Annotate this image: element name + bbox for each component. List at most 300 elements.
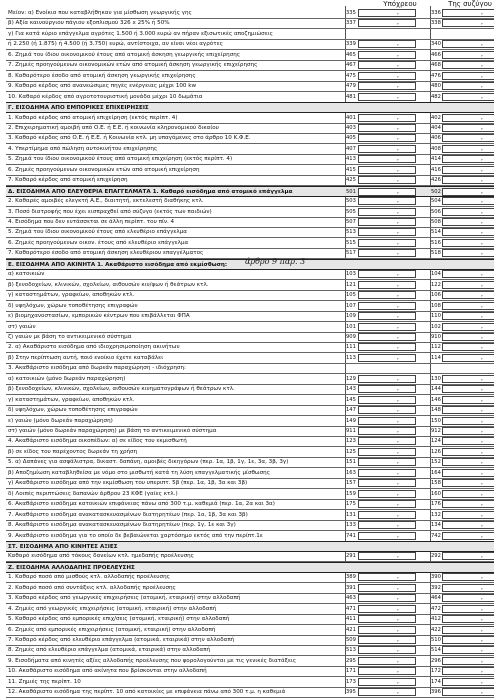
amount-input-taxpayer[interactable] (358, 511, 416, 519)
decimal-separator: , (481, 322, 483, 330)
amount-input-taxpayer[interactable] (358, 573, 416, 581)
amount-input-spouse[interactable] (442, 291, 494, 299)
decimal-separator: , (397, 123, 399, 131)
row-label: δ) υψηλόχων, χώρων τοποθέτησης επιγραφών (8, 302, 138, 309)
decimal-separator: , (397, 489, 399, 497)
field-code-taxpayer: 123 (346, 438, 356, 445)
amount-input-taxpayer[interactable] (358, 437, 416, 445)
decimal-separator: , (481, 353, 483, 361)
amount-input-spouse[interactable] (442, 626, 494, 634)
field-code-taxpayer: 337 (346, 20, 356, 27)
amount-input-taxpayer[interactable] (358, 281, 416, 289)
field-code-taxpayer: 507 (346, 219, 356, 225)
amount-input-spouse[interactable] (442, 458, 494, 466)
amount-input-taxpayer[interactable] (358, 385, 416, 393)
amount-input-spouse[interactable] (442, 437, 494, 445)
decimal-separator: , (481, 280, 483, 288)
field-code-taxpayer: 149 (346, 417, 356, 424)
field-code-taxpayer: 295 (346, 657, 356, 664)
decimal-separator: , (397, 468, 399, 476)
amount-input-taxpayer[interactable] (358, 396, 416, 404)
decimal-separator: , (481, 395, 483, 403)
amount-input-spouse[interactable] (442, 239, 494, 247)
amount-input-taxpayer[interactable] (358, 657, 416, 665)
decimal-separator: , (481, 187, 483, 195)
amount-input-taxpayer[interactable] (358, 19, 416, 27)
row-label: 9. Καθαρό κέρδος από ανανεώσιμες πηγές ενέργειας μέχρι 100 kw (8, 83, 197, 90)
field-code-spouse: 104 (431, 271, 441, 278)
handwritten-note: άρθρο 9 παρ. 3 (245, 257, 306, 266)
field-code-spouse: 406 (431, 135, 441, 142)
amount-input-taxpayer[interactable] (358, 239, 416, 247)
decimal-separator: , (481, 61, 483, 69)
row-label: 6. Ζημιές προηγούμενων οικον. έτους από ελευθέριο επάγγελμα (8, 239, 189, 246)
field-code-taxpayer: 175 (346, 501, 356, 508)
decimal-separator: , (481, 270, 483, 278)
decimal-separator: , (481, 197, 483, 205)
amount-input-taxpayer[interactable] (358, 218, 416, 226)
amount-input-taxpayer[interactable] (358, 343, 416, 351)
field-code-spouse: 102 (431, 323, 441, 330)
amount-input-taxpayer[interactable] (358, 500, 416, 508)
amount-input-spouse[interactable] (442, 145, 494, 153)
amount-input-taxpayer[interactable] (358, 291, 416, 299)
field-code-spouse: 158 (431, 480, 441, 487)
amount-input-taxpayer[interactable] (358, 40, 416, 48)
section-header-row (6, 562, 494, 573)
form-row (6, 645, 494, 656)
field-code-spouse: 296 (431, 657, 441, 664)
amount-input-taxpayer[interactable] (358, 249, 416, 257)
form-row (6, 499, 494, 510)
form-row (6, 123, 494, 134)
field-code-taxpayer: 105 (346, 292, 356, 299)
decimal-separator: , (397, 667, 399, 675)
row-label: α) κατοικιών (μόνο δωρεάν παραχώρηση) (8, 375, 126, 382)
form-row (6, 436, 494, 447)
form-row (6, 322, 494, 333)
decimal-separator: , (481, 19, 483, 27)
amount-input-taxpayer[interactable] (358, 375, 416, 383)
field-code-taxpayer: 405 (346, 135, 356, 142)
field-code-taxpayer: 173 (346, 678, 356, 685)
amount-input-spouse[interactable] (442, 511, 494, 519)
decimal-separator: , (397, 510, 399, 518)
decimal-separator: , (397, 71, 399, 79)
decimal-separator: , (481, 521, 483, 529)
field-code-spouse: 126 (431, 448, 441, 455)
decimal-separator: , (481, 332, 483, 340)
field-code-taxpayer: 503 (346, 198, 356, 205)
amount-input-spouse[interactable] (442, 197, 494, 205)
decimal-separator: , (397, 677, 399, 685)
amount-input-taxpayer[interactable] (358, 51, 416, 59)
field-code-spouse: 392 (431, 584, 441, 591)
decimal-separator: , (397, 343, 399, 351)
decimal-separator: , (397, 322, 399, 330)
amount-input-spouse[interactable] (442, 72, 494, 80)
field-code-taxpayer: 479 (346, 83, 356, 90)
decimal-separator: , (397, 395, 399, 403)
amount-input-taxpayer[interactable] (358, 333, 416, 341)
decimal-separator: , (397, 270, 399, 278)
amount-input-taxpayer[interactable] (358, 176, 416, 184)
amount-input-taxpayer[interactable] (358, 667, 416, 675)
amount-input-taxpayer[interactable] (358, 406, 416, 414)
decimal-separator: , (481, 9, 483, 16)
form-row (6, 238, 494, 249)
field-code-taxpayer: 501 (346, 188, 356, 195)
amount-input-spouse[interactable] (442, 40, 494, 48)
amount-input-spouse[interactable] (442, 82, 494, 90)
amount-input-spouse[interactable] (442, 396, 494, 404)
amount-input-spouse[interactable] (442, 323, 494, 331)
field-code-spouse: 176 (431, 501, 441, 508)
amount-input-taxpayer[interactable] (358, 458, 416, 466)
field-code-taxpayer: 143 (346, 386, 356, 393)
amount-input-taxpayer[interactable] (358, 124, 416, 132)
form-row (6, 447, 494, 458)
form-row (6, 29, 494, 40)
amount-input-taxpayer[interactable] (358, 93, 416, 101)
form-row (6, 635, 494, 646)
amount-input-taxpayer[interactable] (358, 532, 416, 540)
field-code-taxpayer: 471 (346, 605, 356, 612)
amount-input-taxpayer[interactable] (358, 417, 416, 425)
row-label: 6. Ζημιές από εμπορικές επιχειρήσεις (ατομική, εταιρική) στην αλλοδαπή (8, 626, 216, 633)
row-label: 9. Εισοδήματα από κινητές αξίες αλλοδαπής προέλευσης που φορολογούνται με τις γενικές διατάξεις (8, 657, 297, 664)
amount-input-spouse[interactable] (442, 155, 494, 163)
amount-input-taxpayer[interactable] (358, 688, 416, 696)
amount-input-spouse[interactable] (442, 124, 494, 132)
amount-input-spouse[interactable] (442, 333, 494, 341)
amount-input-taxpayer[interactable] (358, 490, 416, 498)
amount-input-taxpayer[interactable] (358, 521, 416, 529)
amount-input-taxpayer[interactable] (358, 552, 416, 560)
form-row (6, 426, 494, 437)
decimal-separator: , (397, 573, 399, 581)
decimal-separator: , (397, 385, 399, 393)
form-row (6, 196, 494, 207)
decimal-separator: , (397, 134, 399, 142)
decimal-separator: , (481, 636, 483, 643)
amount-input-taxpayer[interactable] (358, 626, 416, 634)
amount-input-taxpayer[interactable] (358, 270, 416, 278)
amount-input-taxpayer[interactable] (358, 469, 416, 477)
decimal-separator: , (481, 447, 483, 455)
amount-input-spouse[interactable] (442, 281, 494, 289)
amount-input-spouse[interactable] (442, 166, 494, 174)
amount-input-spouse[interactable] (442, 218, 494, 226)
decimal-separator: , (397, 552, 399, 560)
form-row (6, 290, 494, 301)
amount-input-taxpayer[interactable] (358, 448, 416, 456)
amount-input-spouse[interactable] (442, 479, 494, 487)
amount-input-spouse[interactable] (442, 490, 494, 498)
decimal-separator: , (397, 500, 399, 508)
amount-input-spouse[interactable] (442, 375, 494, 383)
amount-input-taxpayer[interactable] (358, 188, 416, 196)
field-code-spouse: 404 (431, 124, 441, 131)
amount-input-spouse[interactable] (442, 134, 494, 142)
row-label: 8. Ζημιές από ελευθέριο επάγγελμα (ατομικά, εταιρικά) στην αλλοδαπή (8, 647, 211, 654)
decimal-separator: , (397, 280, 399, 288)
amount-input-spouse[interactable] (442, 594, 494, 602)
form-row (6, 614, 494, 625)
amount-input-taxpayer[interactable] (358, 166, 416, 174)
decimal-separator: , (397, 92, 399, 100)
form-row (6, 457, 494, 468)
row-label: 4. Ζημιές από γεωργικές επιχειρήσεις (ατομική, εταιρική) στην αλλοδαπή (8, 605, 217, 612)
amount-input-spouse[interactable] (442, 312, 494, 320)
amount-input-spouse[interactable] (442, 114, 494, 122)
field-code-spouse: 174 (431, 678, 441, 685)
amount-input-spouse[interactable] (442, 646, 494, 654)
field-code-spouse: 114 (431, 354, 441, 361)
decimal-separator: , (397, 615, 399, 623)
amount-input-taxpayer[interactable] (358, 82, 416, 90)
field-code-taxpayer: 109 (346, 313, 356, 320)
row-label: 3. Καθαρό κέρδος από γεωργικές επιχειρήσεις (ατομική, εταιρική) στην αλλοδαπή (8, 595, 241, 602)
field-code-spouse: 910 (431, 333, 441, 340)
field-code-spouse: 518 (431, 250, 441, 257)
field-code-taxpayer: 425 (346, 177, 356, 184)
field-code-taxpayer: 509 (346, 637, 356, 643)
amount-input-spouse[interactable] (442, 249, 494, 257)
section-title: Δ. ΕΙΣΟΔΗΜΑ ΑΠΟ ΕΛΕΥΘΕΡΙΑ ΕΠΑΓΓΕΛΜΑΤΑ 1. Καθαρό εισόδημα από ατομικό επάγγελμα (8, 188, 293, 195)
decimal-separator: , (397, 646, 399, 654)
amount-input-spouse[interactable] (442, 228, 494, 236)
row-label: 6. Ακαθάριστο εισόδημα κατοικιών επιφάνειας πάνω από 300 τ.μ. καθεμιά (περ. 1α, 2α και 3α) (8, 501, 275, 508)
amount-input-taxpayer[interactable] (358, 584, 416, 592)
form-row (6, 468, 494, 479)
field-code-spouse: 130 (431, 375, 441, 382)
field-code-spouse: 422 (431, 626, 441, 633)
field-code-taxpayer: 465 (346, 51, 356, 58)
field-code-taxpayer: 389 (346, 574, 356, 581)
field-code-taxpayer: 171 (346, 668, 356, 675)
decimal-separator: , (481, 416, 483, 424)
field-code-spouse: 402 (431, 114, 441, 121)
amount-input-spouse[interactable] (442, 448, 494, 456)
amount-input-spouse[interactable] (442, 615, 494, 623)
amount-input-spouse[interactable] (442, 176, 494, 184)
field-code-spouse: 742 (431, 532, 441, 539)
decimal-separator: , (397, 521, 399, 529)
decimal-separator: , (481, 92, 483, 100)
form-row (6, 687, 494, 698)
field-code-spouse: 912 (431, 428, 441, 434)
amount-input-taxpayer[interactable] (358, 594, 416, 602)
decimal-separator: , (397, 479, 399, 487)
form-row (6, 113, 494, 124)
amount-input-spouse[interactable] (442, 93, 494, 101)
decimal-separator: , (397, 301, 399, 309)
amount-input-spouse[interactable] (442, 605, 494, 613)
form-row (6, 604, 494, 615)
amount-input-spouse[interactable] (442, 667, 494, 675)
amount-input-spouse[interactable] (442, 532, 494, 540)
form-row (6, 416, 494, 427)
amount-input-taxpayer[interactable] (358, 678, 416, 686)
decimal-separator: , (481, 427, 483, 434)
amount-input-taxpayer[interactable] (358, 72, 416, 80)
amount-input-spouse[interactable] (442, 270, 494, 278)
field-code-taxpayer: 151 (346, 459, 356, 466)
amount-input-spouse[interactable] (442, 427, 494, 435)
decimal-separator: , (481, 343, 483, 351)
field-code-spouse: 146 (431, 396, 441, 403)
decimal-separator: , (397, 625, 399, 633)
amount-input-spouse[interactable] (442, 9, 494, 17)
amount-input-spouse[interactable] (442, 51, 494, 59)
amount-input-taxpayer[interactable] (358, 605, 416, 613)
field-code-taxpayer: 481 (346, 93, 356, 100)
amount-input-spouse[interactable] (442, 354, 494, 362)
field-code-spouse: 390 (431, 574, 441, 581)
amount-input-taxpayer[interactable] (358, 354, 416, 362)
amount-input-taxpayer[interactable] (358, 636, 416, 644)
field-code-spouse: 504 (431, 198, 441, 205)
amount-input-spouse[interactable] (442, 61, 494, 69)
field-code-taxpayer: 391 (346, 584, 356, 591)
amount-input-spouse[interactable] (442, 406, 494, 414)
row-label: 5. Ζημιά του ίδιου οικονομικού έτους από ατομική επιχείρηση (εκτός περίπτ. 4) (8, 156, 233, 163)
amount-input-taxpayer[interactable] (358, 197, 416, 205)
field-code-taxpayer: 133 (346, 522, 356, 529)
decimal-separator: , (481, 301, 483, 309)
decimal-separator: , (397, 187, 399, 195)
amount-input-spouse[interactable] (442, 573, 494, 581)
section-header-row (6, 541, 494, 552)
decimal-separator: , (397, 155, 399, 163)
row-label: 7. Καθαρό κέρδος από ατομική επιχείρηση (8, 177, 128, 184)
field-code-spouse: 516 (431, 239, 441, 246)
row-label: 7. Καθαρότερο έσοδο από ατομική άσκηση ελευθέριου επαγγέλματος (8, 250, 204, 257)
row-label: γ) Για κατά κύριο επάγγελμα αγρότες 1.500 ή 3.000 ευρώ αν πήραν εξισωτικές αποζημιώσεις (8, 30, 273, 37)
amount-input-taxpayer[interactable] (358, 312, 416, 320)
amount-input-taxpayer[interactable] (358, 155, 416, 163)
field-code-spouse: 172 (431, 668, 441, 675)
amount-input-spouse[interactable] (442, 500, 494, 508)
amount-input-spouse[interactable] (442, 678, 494, 686)
amount-input-spouse[interactable] (442, 469, 494, 477)
row-label: 11. Ζημιές της περίπτ. 10 (8, 678, 81, 685)
field-code-spouse: 408 (431, 145, 441, 152)
field-code-taxpayer: 131 (346, 511, 356, 518)
row-label: 5. Καθαρό κέρδος από εμπορικές επιχ/σεις (ατομική, εταιρική) στην αλλοδαπή (8, 616, 230, 623)
amount-input-spouse[interactable] (442, 584, 494, 592)
form-row (6, 269, 494, 280)
decimal-separator: , (481, 583, 483, 591)
field-code-spouse: 506 (431, 208, 441, 215)
field-code-spouse: 338 (431, 20, 441, 27)
field-code-taxpayer: 339 (346, 41, 356, 48)
field-code-spouse: 414 (431, 156, 441, 163)
amount-input-taxpayer[interactable] (358, 302, 416, 310)
field-code-spouse: 426 (431, 177, 441, 184)
field-code-taxpayer: 125 (346, 448, 356, 455)
decimal-separator: , (481, 123, 483, 131)
amount-input-spouse[interactable] (442, 657, 494, 665)
decimal-separator: , (397, 197, 399, 205)
field-code-spouse: 340 (431, 41, 441, 48)
row-label: στ) γαιών (8, 323, 36, 330)
amount-input-taxpayer[interactable] (358, 615, 416, 623)
decimal-separator: , (481, 437, 483, 445)
form-row (6, 133, 494, 144)
form-row (6, 217, 494, 228)
amount-input-taxpayer[interactable] (358, 9, 416, 17)
decimal-separator: , (397, 447, 399, 455)
amount-input-taxpayer[interactable] (358, 134, 416, 142)
amount-input-taxpayer[interactable] (358, 61, 416, 69)
amount-input-spouse[interactable] (442, 636, 494, 644)
form-row (6, 520, 494, 531)
decimal-separator: , (397, 427, 399, 434)
row-label: 5. α) Δαπάνες για ασφάλιστρα, δικαστ. δαπάνη, αμοιβές δικηγόρων (περ. 1α, 1β, 1γ, 1ε, 3α, 3β, 3γ) (8, 459, 289, 466)
form-row (6, 572, 494, 583)
row-label: γ) καταστημάτων, γραφείων, αποθηκών κτλ. (8, 396, 135, 403)
amount-input-spouse[interactable] (442, 188, 494, 196)
form-row (6, 510, 494, 521)
field-code-spouse: 480 (431, 83, 441, 90)
amount-input-spouse[interactable] (442, 417, 494, 425)
decimal-separator: , (397, 228, 399, 236)
decimal-separator: , (397, 176, 399, 184)
row-label: 7. Ακαθάριστο εισόδημα ανακατασκευασμένων διατηρητέων (περ. 1α, 1β, 3α και 3β) (8, 511, 248, 518)
amount-input-taxpayer[interactable] (358, 145, 416, 153)
field-code-spouse: 160 (431, 490, 441, 497)
amount-input-spouse[interactable] (442, 302, 494, 310)
amount-input-taxpayer[interactable] (358, 479, 416, 487)
decimal-separator: , (481, 176, 483, 184)
amount-input-taxpayer[interactable] (358, 114, 416, 122)
amount-input-taxpayer[interactable] (358, 228, 416, 236)
decimal-separator: , (481, 531, 483, 539)
decimal-separator: , (481, 50, 483, 58)
row-label: 3. Καθαρό κέρδος από Ο.Ε. ή Ε.Ε. ή Κοινωνία κτλ. μη υπαγόμενες στο άρθρο 10 Κ.Φ.Ε. (8, 135, 251, 142)
form-row (6, 92, 494, 103)
amount-input-spouse[interactable] (442, 343, 494, 351)
amount-input-taxpayer[interactable] (358, 208, 416, 216)
decimal-separator: , (481, 207, 483, 215)
decimal-separator: , (481, 238, 483, 246)
field-code-spouse: 108 (431, 302, 441, 309)
amount-input-spouse[interactable] (442, 552, 494, 560)
field-code-taxpayer: 291 (346, 553, 356, 560)
field-code-spouse: 514 (431, 647, 441, 654)
row-label: 12. Ακαθάριστο εισόδημα της περίπτ. 10 από κατοικίες με επιφάνεια πάνω από 300 τ.μ. η καθεμιά (8, 689, 286, 696)
field-code-spouse: 134 (431, 522, 441, 529)
row-label: 1. Καθαρό ποσό από μισθούς κτλ. αλλοδαπής προέλευσης (8, 574, 170, 581)
amount-input-taxpayer[interactable] (358, 646, 416, 654)
form-row (6, 666, 494, 677)
amount-input-spouse[interactable] (442, 19, 494, 27)
decimal-separator: , (481, 385, 483, 393)
amount-input-taxpayer[interactable] (358, 427, 416, 435)
amount-input-spouse[interactable] (442, 521, 494, 529)
amount-input-spouse[interactable] (442, 385, 494, 393)
field-code-taxpayer: 911 (346, 428, 356, 434)
decimal-separator: , (397, 207, 399, 215)
row-label: 8. Ακαθάριστο εισόδημα ανακατασκευασμένων διατηρητέων (περ. 1γ, 1ε και 3γ) (8, 522, 236, 529)
amount-input-spouse[interactable] (442, 688, 494, 696)
amount-input-taxpayer[interactable] (358, 323, 416, 331)
amount-input-spouse[interactable] (442, 208, 494, 216)
form-row (6, 677, 494, 688)
form-row (6, 332, 494, 343)
